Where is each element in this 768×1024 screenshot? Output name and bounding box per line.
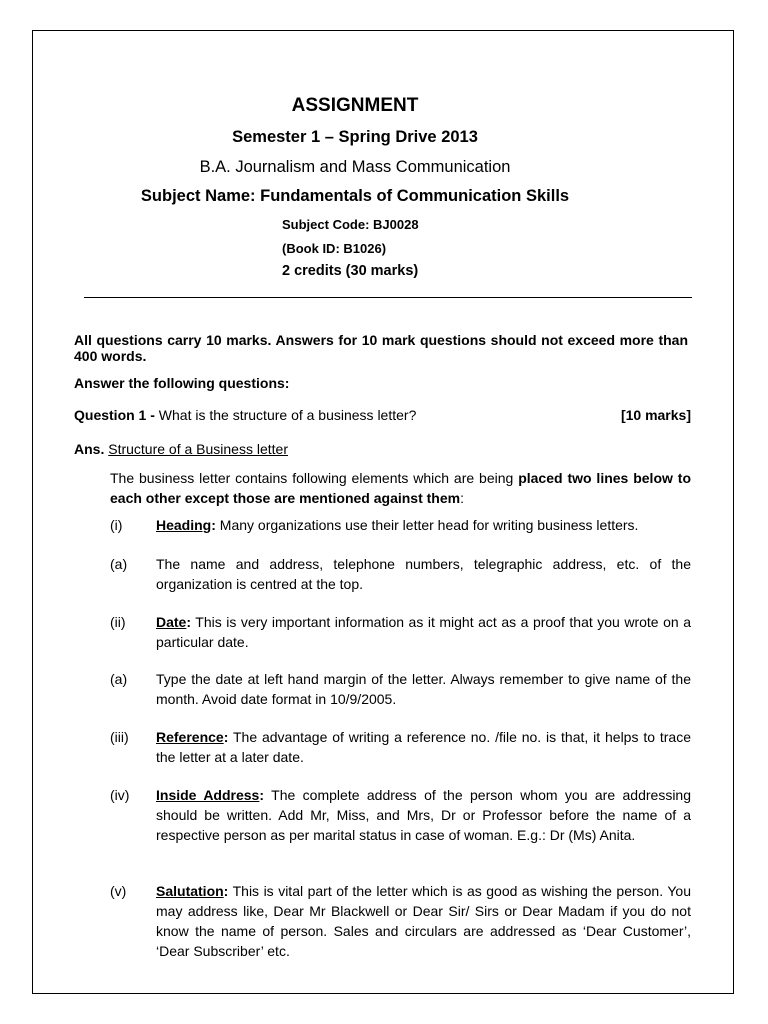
- item-heading: Salutation: [156, 883, 224, 899]
- item-text: Type the date at left hand margin of the letter. Always remember to give name of the month. Avoid date format in 10/9/2005.: [156, 671, 691, 707]
- answer-following-heading: Answer the following questions:: [74, 375, 290, 391]
- item-number: (ii): [110, 614, 126, 630]
- question-1-text: What is the structure of a business letter?: [154, 407, 417, 423]
- header-divider: [84, 297, 692, 298]
- instructions: All questions carry 10 marks. Answers for 10 mark questions should not exceed more than 400 words.: [74, 332, 688, 364]
- item-text: The complete address of the person whom you are addressing should be written. Add Mr, Miss, and Mrs, Dr or Professor before the name of a respective person as per marital status in case of woman. E.g.: Dr (Ms) Anita.: [156, 787, 691, 843]
- subject-code: Subject Code: BJ0028: [282, 217, 419, 232]
- intro-bold-text: placed two lines below to each other except those are mentioned against them: [110, 470, 691, 506]
- question-1: [74, 407, 691, 423]
- item-text: This is vital part of the letter which is as good as wishing the person. You may address like, Dear Mr Blackwell or Dear Sir/ Sirs or Dear Madam if you do not know the name of person. Sales and circulars are addressed as ‘Dear Customer’, ‘Dear Subscriber’ etc.: [156, 883, 691, 959]
- item-text: The name and address, telephone numbers, telegraphic address, etc. of the organization is centred at the top.: [156, 556, 691, 592]
- answer-heading: [74, 441, 288, 457]
- page-title: ASSIGNMENT: [291, 95, 419, 116]
- intro-colon: :: [460, 490, 464, 506]
- question-1-marks: [10 marks]: [620, 407, 691, 423]
- item-number: (iv): [110, 787, 130, 803]
- credits: 2 credits (30 marks): [282, 263, 419, 279]
- item-number: (v): [110, 883, 127, 899]
- item-text: Many organizations use their letter head for writing business letters.: [215, 517, 639, 533]
- item-number: (a): [110, 556, 128, 572]
- book-id: (Book ID: B1026): [282, 241, 387, 256]
- item-number: (i): [110, 517, 123, 533]
- program-line: B.A. Journalism and Mass Communication: [199, 158, 511, 176]
- semester-line: Semester 1 – Spring Drive 2013: [232, 128, 478, 146]
- item-heading: Inside Address: [156, 787, 260, 803]
- intro-text: The business letter contains following elements which are being: [110, 470, 519, 486]
- item-number: (iii): [110, 729, 129, 745]
- answer-title: Structure of a Business letter: [108, 441, 288, 457]
- item-heading: Reference: [156, 729, 224, 745]
- answer-label: Ans.: [74, 441, 105, 457]
- subject-name: Subject Name: Fundamentals of Communication Skills: [140, 187, 570, 205]
- item-heading: Heading: [156, 517, 212, 533]
- question-1-label: Question 1 -: [74, 407, 155, 423]
- item-number: (a): [110, 671, 128, 687]
- item-text: This is very important information as it might act as a proof that you wrote on a particular date.: [156, 614, 691, 650]
- item-text: The advantage of writing a reference no. /file no. is that, it helps to trace the letter at a later date.: [156, 729, 691, 765]
- item-heading: Date: [156, 614, 187, 630]
- answer-intro: [110, 468, 691, 508]
